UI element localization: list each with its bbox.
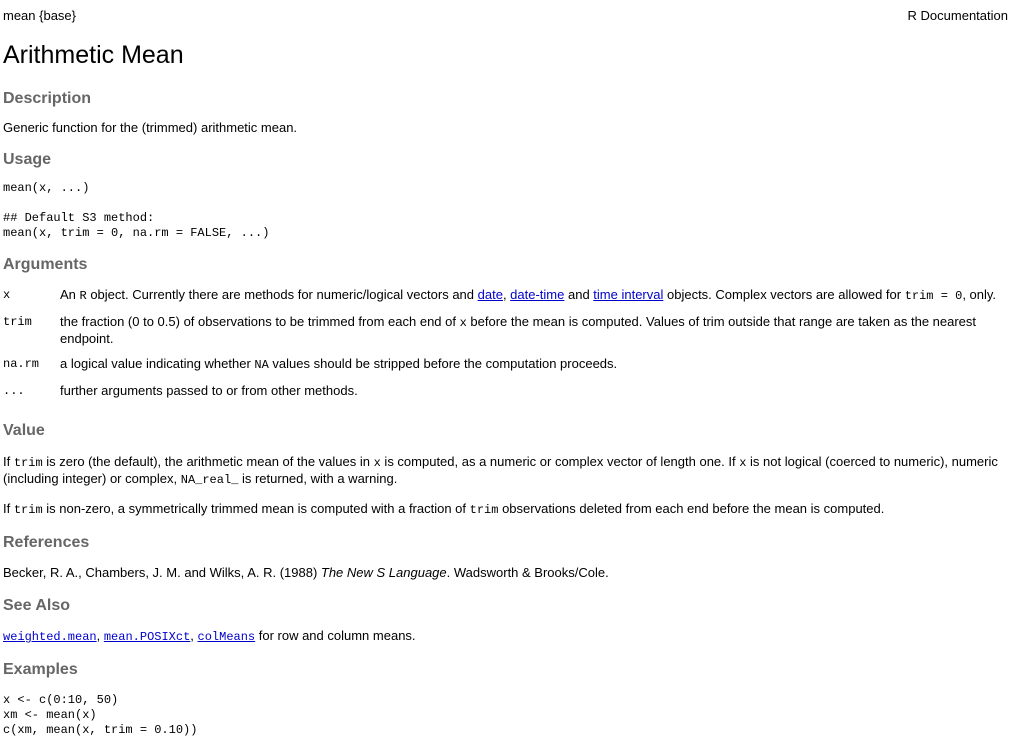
description-heading: Description: [3, 90, 92, 107]
argument-row-trim: [3, 314, 1005, 346]
link-date-time[interactable]: date-time: [510, 287, 565, 302]
package-label: mean {base}: [3, 8, 77, 23]
description-text: Generic function for the (trimmed) arithmetic mean.: [3, 120, 298, 135]
inline-code: x: [373, 456, 381, 470]
argument-row-x: [3, 287, 1005, 304]
inline-code: NA_real_: [180, 473, 239, 487]
usage-code-default: ## Default S3 method: mean(x, trim = 0, na.rm = FALSE, ...): [3, 211, 270, 240]
examples-heading: Examples: [3, 661, 78, 678]
argument-name: na.rm: [3, 357, 40, 371]
book-title: The New S Language: [320, 565, 447, 580]
value-heading: Value: [3, 422, 45, 439]
inline-code: trim = 0: [904, 289, 963, 303]
value-paragraph-1: If trim is zero (the default), the arithmetic mean of the values in x is computed, as a numeric or complex vector of length one. If x is not logical (coerced to numeric), numeric (including integer) or complex, NA_real_ is returned, with a warning.: [3, 454, 998, 487]
argument-description: further arguments passed to or from other methods.: [60, 383, 358, 398]
argument-description: a logical value indicating whether NA values should be stripped before the computation proceeds.: [60, 356, 618, 372]
link-date[interactable]: date: [477, 287, 503, 302]
examples-code: x <- c(0:10, 50) xm <- mean(x) c(xm, mean(x, trim = 0.10)): [3, 693, 198, 737]
doc-header: [0, 0, 1011, 23]
link-colmeans[interactable]: colMeans: [197, 630, 256, 644]
inline-code: x: [459, 316, 467, 330]
argument-name: ...: [3, 384, 25, 398]
inline-code: trim: [13, 456, 43, 470]
link-weighted-mean[interactable]: weighted.mean: [3, 630, 97, 644]
inline-code: trim: [13, 503, 43, 517]
references-text: Becker, R. A., Chambers, J. M. and Wilks, A. R. (1988) The New S Language. Wadsworth & Brooks/Cole.: [3, 565, 609, 580]
argument-description: the fraction (0 to 0.5) of observations to be trimmed from each end of x before the mean is computed. Values of trim outside that range are taken as the nearest endpoint.: [60, 314, 977, 346]
r-documentation-label: R Documentation: [907, 8, 1008, 23]
inline-code: x: [739, 456, 747, 470]
argument-name: trim: [3, 315, 32, 329]
argument-row-na-rm: [3, 356, 1005, 373]
usage-heading: Usage: [3, 151, 52, 168]
link-mean-posixct[interactable]: mean.POSIXct: [103, 630, 191, 644]
see-also-heading: See Also: [3, 597, 70, 614]
inline-code: trim: [469, 503, 499, 517]
references-heading: References: [3, 534, 90, 551]
arguments-table: [3, 287, 1005, 399]
argument-name: x: [3, 288, 11, 302]
argument-row-dots: [3, 383, 1005, 399]
doc-page: [0, 40, 1011, 738]
value-paragraph-2: If trim is non-zero, a symmetrically trimmed mean is computed with a fraction of trim observations deleted from each end before the mean is computed.: [3, 501, 885, 517]
arguments-heading: Arguments: [3, 256, 88, 273]
page-title: Arithmetic Mean: [3, 41, 184, 69]
inline-code: R: [79, 289, 87, 303]
link-time-interval[interactable]: time interval: [593, 287, 664, 302]
usage-code-generic: mean(x, ...): [3, 181, 90, 195]
argument-description: An R object. Currently there are methods for numeric/logical vectors and date, date-time and time interval objects. Complex vectors are allowed for trim = 0, only.: [60, 287, 997, 303]
see-also-text: weighted.mean, mean.POSIXct, colMeans for row and column means.: [3, 628, 416, 644]
inline-code: NA: [254, 358, 269, 372]
